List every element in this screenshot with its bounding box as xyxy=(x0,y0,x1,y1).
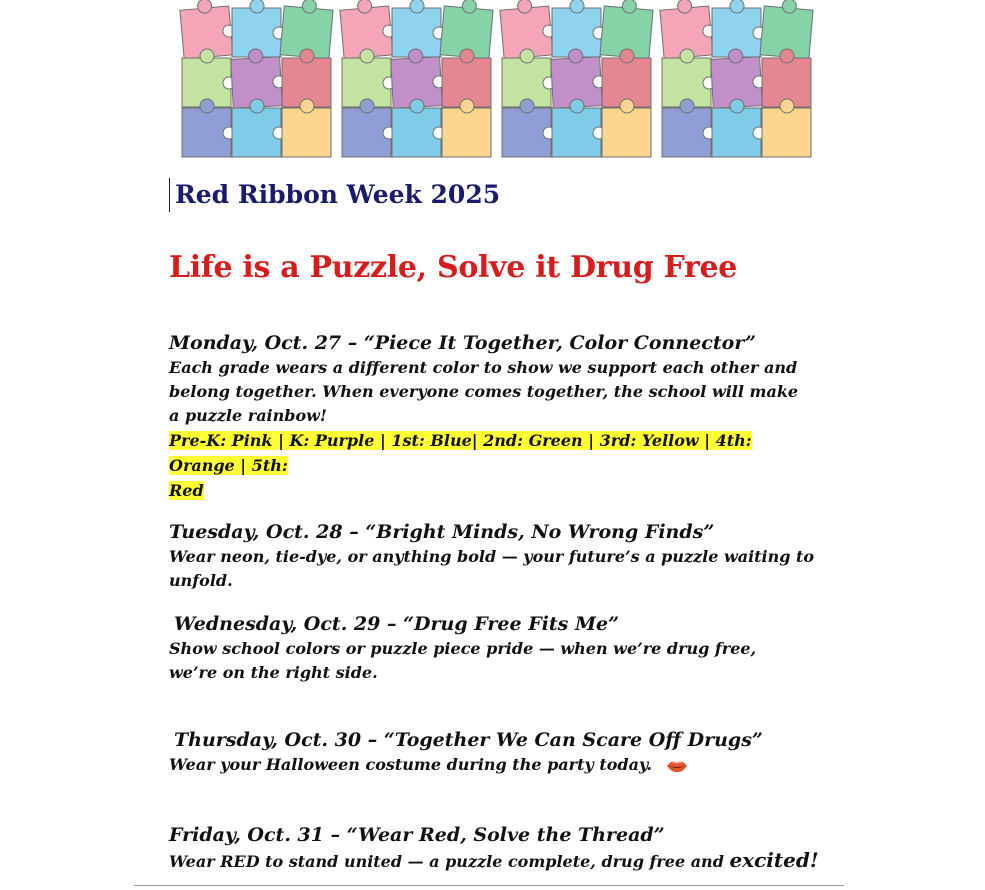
puzzle-piece xyxy=(232,0,285,57)
puzzle-piece xyxy=(762,49,811,107)
day-description: Wear RED to stand united — a puzzle complete, drug free and xyxy=(169,852,724,871)
puzzle-group xyxy=(179,0,334,157)
day-thursday xyxy=(169,727,824,777)
puzzle-piece xyxy=(502,99,555,157)
day-description: Show school colors or puzzle piece pride — when we’re drug free, we’re on the right side. xyxy=(169,639,757,682)
theme-heading: Life is a Puzzle, Solve it Drug Free xyxy=(169,250,738,285)
puzzle-piece xyxy=(392,99,445,157)
puzzle-piece xyxy=(392,0,445,57)
day-heading: Thursday, Oct. 30 – “Together We Can Scare Off Drugs” xyxy=(174,729,763,751)
puzzle-piece xyxy=(342,99,395,157)
day-description: Wear neon, tie-dye, or anything bold — your future’s a puzzle waiting to unfold. xyxy=(169,547,815,590)
puzzle-group xyxy=(659,0,814,157)
puzzle-piece xyxy=(182,99,235,157)
puzzle-piece xyxy=(232,99,285,157)
puzzle-piece xyxy=(712,99,765,157)
page-divider xyxy=(134,885,844,886)
page-title: Red Ribbon Week 2025 xyxy=(175,180,501,209)
day-friday xyxy=(169,822,819,874)
day-heading: Wednesday, Oct. 29 – “Drug Free Fits Me” xyxy=(174,613,620,635)
grade-colors xyxy=(169,428,819,503)
puzzle-piece xyxy=(662,49,715,107)
day-wednesday xyxy=(169,611,804,685)
puzzle-group xyxy=(339,0,494,157)
puzzle-piece xyxy=(502,49,555,107)
day-description: Wear your Halloween costume during the party today. xyxy=(169,755,652,774)
puzzle-piece xyxy=(342,49,395,107)
puzzle-piece xyxy=(762,99,811,157)
title-block xyxy=(169,178,500,212)
puzzle-piece xyxy=(442,99,491,157)
puzzle-piece xyxy=(712,0,765,57)
puzzle-piece xyxy=(602,49,651,107)
day-tuesday xyxy=(169,519,819,593)
day-monday xyxy=(169,330,819,503)
puzzle-piece xyxy=(552,99,605,157)
puzzle-piece xyxy=(552,0,605,57)
puzzle-group xyxy=(499,0,654,157)
day-heading: Tuesday, Oct. 28 – “Bright Minds, No Wrong Finds” xyxy=(169,521,715,543)
puzzle-piece xyxy=(662,99,715,157)
day-heading: Monday, Oct. 27 – “Piece It Together, Color Connector” xyxy=(169,332,756,354)
puzzle-piece xyxy=(182,49,235,107)
grade-colors-line1: Pre-K: Pink | K: Purple | 1st: Blue| 2nd: Green | 3rd: Yellow | 4th: Orange | 5th: xyxy=(169,431,752,475)
day-heading: Friday, Oct. 31 – “Wear Red, Solve the Thread” xyxy=(169,824,665,846)
puzzle-piece xyxy=(602,99,651,157)
puzzle-piece xyxy=(442,49,491,107)
grade-colors-line2: Red xyxy=(169,481,204,500)
day-description: Each grade wears a different color to show we support each other and belong together. When everyone comes together, the school will make a puzzle rainbow! xyxy=(169,358,799,425)
lips-icon xyxy=(666,758,688,774)
day-description-row xyxy=(169,753,824,777)
day-description-emphasis: excited! xyxy=(729,848,819,872)
puzzle-piece xyxy=(282,49,331,107)
puzzle-piece xyxy=(282,99,331,157)
day-description-row xyxy=(169,848,819,874)
puzzle-banner xyxy=(174,0,820,160)
